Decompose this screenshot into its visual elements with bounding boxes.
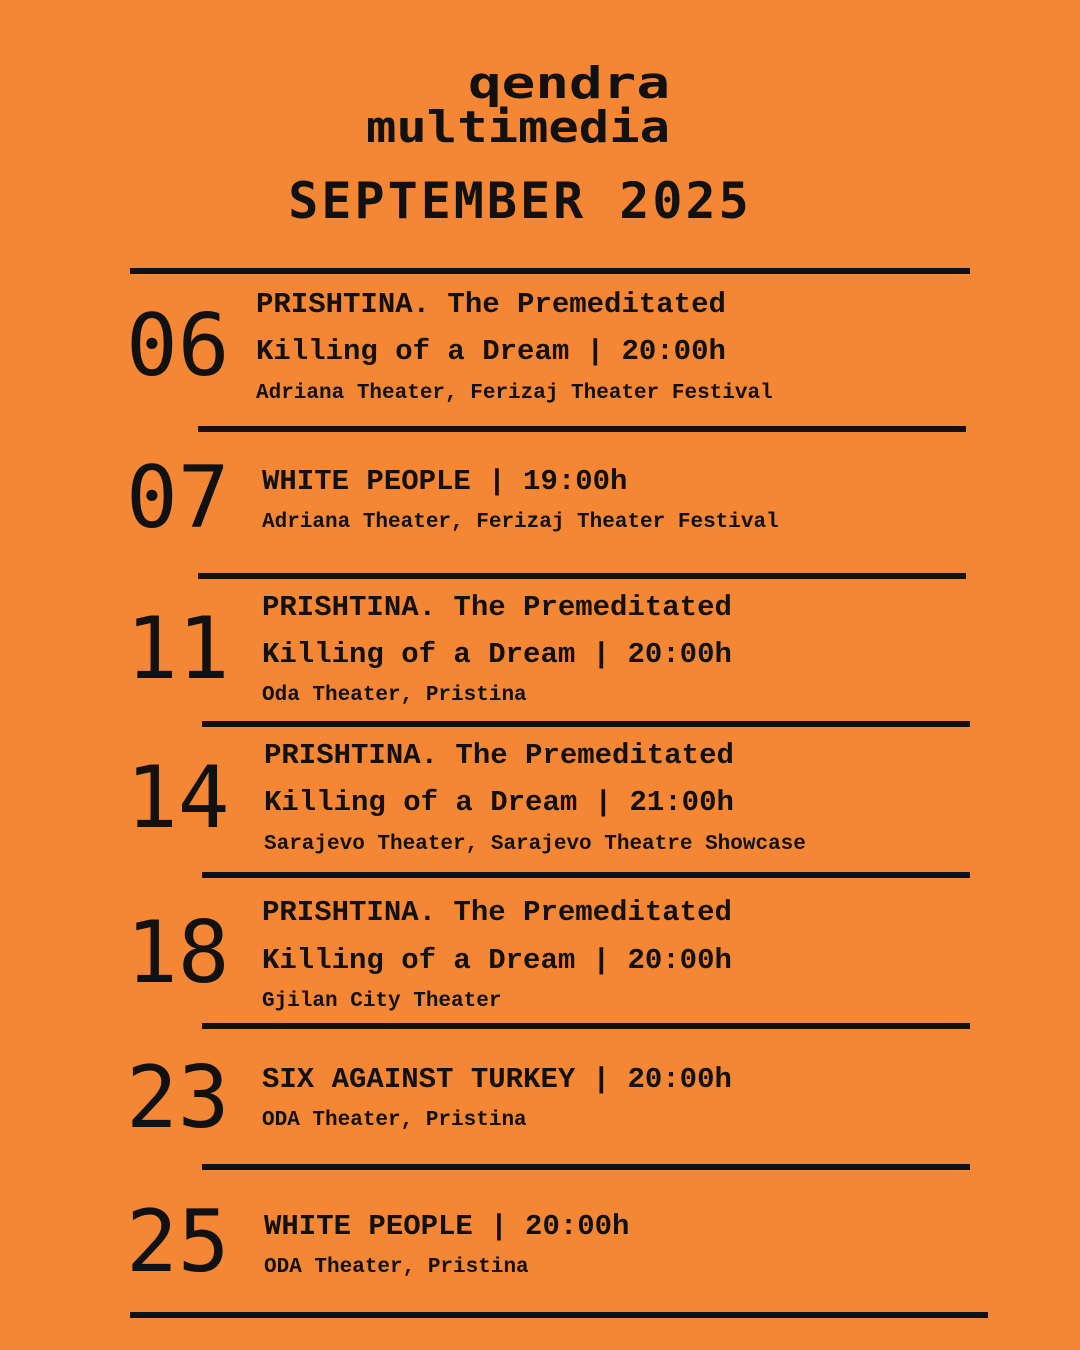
divider (202, 1164, 970, 1170)
logo-mark (360, 64, 680, 148)
event-title-line: Killing of a Dream | 20:00h (262, 944, 732, 977)
event-title-line: SIX AGAINST TURKEY | 20:00h (262, 1063, 732, 1096)
event-venue: Oda Theater, Pristina (262, 684, 527, 707)
event-day: 11 (126, 599, 230, 699)
event-day: 25 (126, 1192, 230, 1292)
event-venue: ODA Theater, Pristina (262, 1109, 527, 1132)
event-venue: Adriana Theater, Ferizaj Theater Festival (256, 382, 773, 405)
divider (198, 573, 966, 579)
qendra-multimedia-logo (360, 64, 680, 148)
event-day: 07 (126, 448, 230, 548)
event-title-line: Killing of a Dream | 20:00h (262, 638, 732, 671)
event-title-line: PRISHTINA. The Premeditated (262, 591, 732, 624)
event-title-line: WHITE PEOPLE | 20:00h (264, 1210, 630, 1243)
event-venue: Adriana Theater, Ferizaj Theater Festival (262, 511, 779, 534)
event-title-line: PRISHTINA. The Premeditated (256, 288, 726, 321)
divider (202, 872, 970, 878)
divider (198, 426, 966, 432)
event-title-line: Killing of a Dream | 21:00h (264, 786, 734, 819)
divider (130, 268, 970, 274)
logo-line-multimedia: multimedia (366, 102, 670, 148)
event-venue: Gjilan City Theater (262, 990, 502, 1013)
divider (130, 1312, 988, 1318)
divider (202, 1023, 970, 1029)
page-title: SEPTEMBER 2025 (288, 172, 752, 230)
event-title-line: PRISHTINA. The Premeditated (264, 739, 734, 772)
event-title-line: WHITE PEOPLE | 19:00h (262, 465, 628, 498)
event-day: 06 (126, 296, 230, 396)
logo-line-qendra: qendra (468, 64, 670, 109)
event-venue: Sarajevo Theater, Sarajevo Theatre Showcase (264, 833, 806, 856)
event-day: 14 (126, 748, 230, 848)
event-day: 18 (126, 903, 230, 1003)
event-title-line: Killing of a Dream | 20:00h (256, 335, 726, 368)
event-title-line: PRISHTINA. The Premeditated (262, 896, 732, 929)
divider (202, 721, 970, 727)
event-day: 23 (126, 1048, 230, 1148)
event-venue: ODA Theater, Pristina (264, 1256, 529, 1279)
